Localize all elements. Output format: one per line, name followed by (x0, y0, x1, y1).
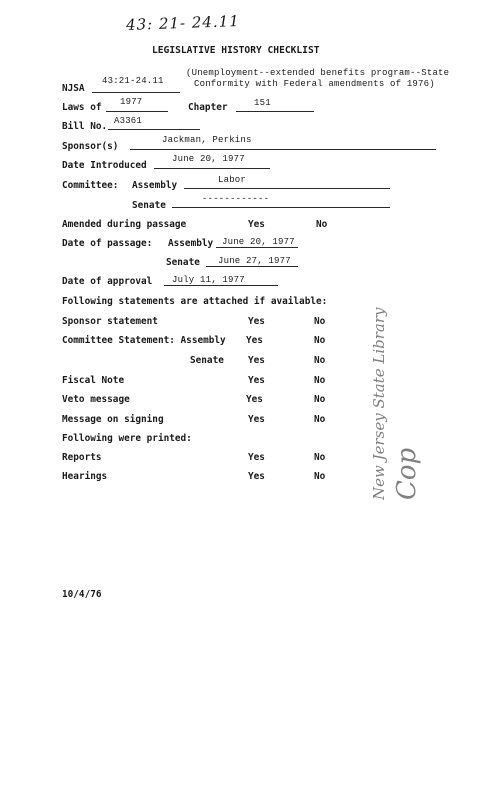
following-printed-heading: Following were printed: (62, 433, 192, 444)
statement-no: No (314, 394, 326, 405)
amended-yes: Yes (248, 219, 265, 230)
statement-no: No (314, 355, 326, 366)
statement-no: No (314, 316, 326, 327)
library-stamp (370, 300, 488, 500)
committee-assembly-underline (184, 188, 390, 189)
statement-label: Committee Statement: Assembly (62, 335, 226, 346)
passage-senate-underline (206, 266, 298, 267)
following-attached-heading: Following statements are attached if available: (62, 296, 328, 307)
passage-assembly-value: June 20, 1977 (222, 237, 295, 247)
committee-senate-label: Senate (132, 200, 166, 211)
handwritten-statute-number: 43: 21- 24.11 (125, 12, 241, 34)
bill-no-value: A3361 (114, 116, 143, 126)
date-of-approval-value: July 11, 1977 (172, 275, 245, 285)
chapter-value: 151 (254, 98, 271, 108)
amended-label: Amended during passage (62, 219, 187, 230)
date-of-approval-label: Date of approval (62, 276, 153, 287)
statement-label: Message on signing (62, 414, 164, 425)
printed-no: No (314, 471, 326, 482)
bill-no-label: Bill No. (62, 121, 108, 132)
njsa-label: NJSA (62, 83, 85, 94)
passage-assembly-label: Assembly (168, 238, 214, 249)
statement-label: Veto message (62, 394, 130, 405)
date-of-passage-label: Date of passage: (62, 238, 153, 249)
printed-yes: Yes (248, 471, 265, 482)
committee-senate-value: ------------ (202, 194, 270, 204)
page-title: LEGISLATIVE HISTORY CHECKLIST (152, 45, 320, 56)
printed-no: No (314, 452, 326, 463)
description-line-1: (Unemployment--extended benefits program--State (186, 68, 450, 78)
stamp-line-2: Cop (392, 447, 422, 500)
bill-no-underline (108, 129, 200, 130)
sponsors-label: Sponsor(s) (62, 141, 119, 152)
committee-assembly-value: Labor (218, 175, 247, 185)
committee-senate-underline (172, 207, 390, 208)
statement-yes: Yes (246, 394, 263, 405)
laws-of-underline (106, 111, 168, 112)
passage-assembly-underline (216, 247, 298, 248)
committee-assembly-label: Assembly (132, 180, 178, 191)
printed-label: Hearings (62, 471, 108, 482)
description-line-2: Conformity with Federal amendments of 1976) (194, 79, 435, 89)
passage-senate-label: Senate (166, 257, 200, 268)
statement-label: Fiscal Note (62, 375, 125, 386)
printed-yes: Yes (248, 452, 265, 463)
chapter-label: Chapter (188, 102, 228, 113)
sponsors-underline (130, 149, 436, 150)
printed-label: Reports (62, 452, 102, 463)
date-of-approval-underline (164, 285, 278, 286)
footer-date: 10/4/76 (62, 589, 102, 600)
statement-yes: Yes (248, 355, 265, 366)
statement-yes: Yes (248, 414, 265, 425)
statement-no: No (314, 375, 326, 386)
date-introduced-value: June 20, 1977 (172, 154, 245, 164)
statement-yes: Yes (248, 375, 265, 386)
laws-of-label: Laws of (62, 102, 102, 113)
statement-no: No (314, 335, 326, 346)
statement-no: No (314, 414, 326, 425)
date-introduced-underline (154, 168, 270, 169)
njsa-underline (92, 92, 180, 93)
statement-label: Senate (190, 355, 224, 366)
sponsors-value: Jackman, Perkins (162, 135, 252, 145)
njsa-value: 43:21-24.11 (102, 76, 164, 86)
statement-label: Sponsor statement (62, 316, 158, 327)
statement-yes: Yes (248, 316, 265, 327)
date-introduced-label: Date Introduced (62, 160, 147, 171)
passage-senate-value: June 27, 1977 (218, 256, 291, 266)
statement-yes: Yes (246, 335, 263, 346)
committee-label: Committee: (62, 180, 119, 191)
amended-no: No (316, 219, 328, 230)
laws-of-value: 1977 (120, 97, 143, 107)
stamp-line-1: New Jersey State Library (370, 307, 388, 500)
chapter-underline (236, 111, 314, 112)
